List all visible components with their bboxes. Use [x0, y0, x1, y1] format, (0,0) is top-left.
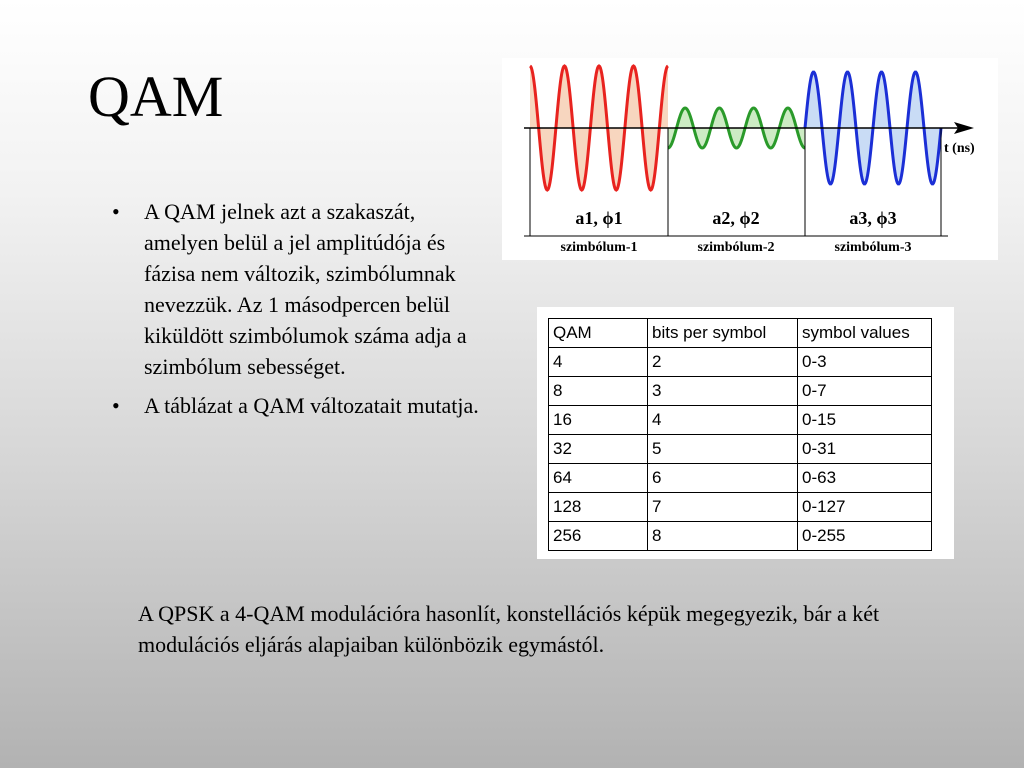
footnote-text: A QPSK a 4-QAM modulációra hasonlít, konstellációs képük megegyezik, bár a két modulációs eljárás alapjaiban különbözik egymástól. [138, 601, 880, 657]
table-cell: 0-63 [798, 464, 932, 493]
segment-name-label: szimbólum-2 [697, 240, 775, 255]
table-cell: 0-7 [798, 377, 932, 406]
segment-name-label: szimbólum-3 [834, 240, 912, 255]
table-cell: 16 [549, 406, 648, 435]
table-cell: 2 [648, 348, 798, 377]
table-cell: 0-127 [798, 493, 932, 522]
bullet-item [112, 196, 492, 382]
table-cell: 64 [549, 464, 648, 493]
table-row [549, 464, 932, 493]
table-row [549, 522, 932, 551]
table-header-cell: QAM [549, 319, 648, 348]
table-cell: 5 [648, 435, 798, 464]
table-row [549, 377, 932, 406]
table-cell: 8 [549, 377, 648, 406]
table-cell: 32 [549, 435, 648, 464]
table-cell: 256 [549, 522, 648, 551]
segment-param-label: a1, ϕ1 [575, 208, 623, 228]
table-cell: 128 [549, 493, 648, 522]
table-header-cell: bits per symbol [648, 319, 798, 348]
table-cell: 4 [549, 348, 648, 377]
bullet-icon: • [112, 393, 120, 418]
table-header-cell: symbol values [798, 319, 932, 348]
table-row [549, 435, 932, 464]
axis-label: t (ns) [944, 141, 975, 156]
table-cell: 6 [648, 464, 798, 493]
table-cell: 0-15 [798, 406, 932, 435]
segment-param-label: a3, ϕ3 [849, 208, 897, 228]
table-cell: 0-255 [798, 522, 932, 551]
table-cell: 4 [648, 406, 798, 435]
table-row [549, 348, 932, 377]
waveform-svg [502, 58, 998, 260]
table-header-row [549, 319, 932, 348]
table-cell: 0-3 [798, 348, 932, 377]
bullet-list [112, 196, 492, 429]
slide-title: QAM [88, 64, 224, 129]
qam-table [548, 318, 932, 551]
table-cell: 7 [648, 493, 798, 522]
bullet-item [112, 390, 492, 421]
table-row [549, 406, 932, 435]
bullet-text: A QAM jelnek azt a szakaszát, amelyen belül a jel amplitúdója és fázisa nem változik, szimbólumnak nevezzük. Az 1 másodpercen belül kiküldött szimbólumok száma adja a szimbólum sebességet. [144, 199, 467, 379]
segment-name-label: szimbólum-1 [560, 240, 638, 255]
table-cell: 8 [648, 522, 798, 551]
segment-param-label: a2, ϕ2 [712, 208, 760, 228]
bullet-icon: • [112, 199, 120, 224]
table-cell: 3 [648, 377, 798, 406]
table-cell: 0-31 [798, 435, 932, 464]
qam-table-panel [537, 307, 954, 559]
qam-waveform-diagram [502, 58, 998, 260]
table-row [549, 493, 932, 522]
bullet-text: A táblázat a QAM változatait mutatja. [144, 393, 479, 418]
